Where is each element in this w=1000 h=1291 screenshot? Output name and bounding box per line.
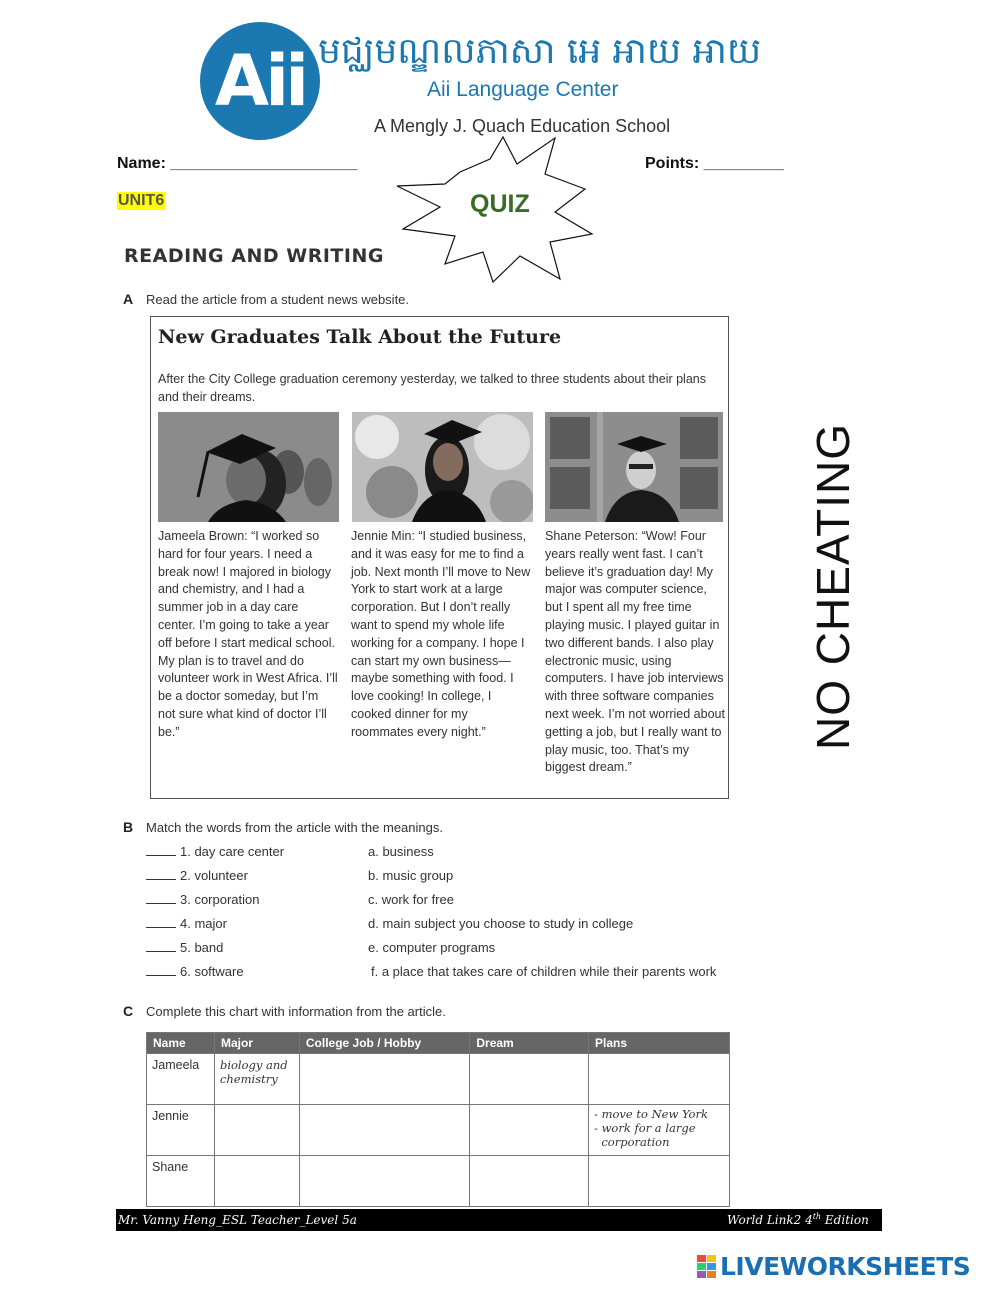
match-word-2[interactable]: 2. volunteer xyxy=(146,868,248,883)
footer-teacher: Mr. Vanny Heng_ESL Teacher_Level 5a xyxy=(118,1213,357,1227)
cell-plans[interactable]: - move to New York - work for a large corporation xyxy=(589,1105,730,1156)
school-name: A Mengly J. Quach Education School xyxy=(374,116,671,136)
liveworksheets-watermark: LIVEWORKSHEETS xyxy=(720,1252,971,1281)
table-row xyxy=(147,1105,730,1156)
answer-blank[interactable] xyxy=(146,941,176,952)
cell-plans[interactable] xyxy=(589,1156,730,1207)
cell-major[interactable]: biology and chemistry xyxy=(214,1054,299,1105)
section-c-instruction: Complete this chart with information from the article. xyxy=(146,1004,446,1019)
cell-dream[interactable] xyxy=(470,1156,589,1207)
answer-blank[interactable] xyxy=(146,893,176,904)
table-row xyxy=(147,1156,730,1207)
match-meaning-d: d. main subject you choose to study in college xyxy=(368,916,634,931)
col-header-plans: Plans xyxy=(589,1033,730,1054)
cell-job-hobby[interactable] xyxy=(299,1156,469,1207)
article-title: New Graduates Talk About the Future xyxy=(158,326,562,348)
match-word-5[interactable]: 5. band xyxy=(146,940,223,955)
table-row xyxy=(147,1054,730,1105)
match-meaning-c: c. work for free xyxy=(368,892,454,907)
section-b-instruction: Match the words from the article with the meanings. xyxy=(146,820,443,835)
section-c-letter: C xyxy=(123,1003,134,1019)
name-field[interactable]: Name: _____________________ xyxy=(117,155,358,172)
photo-jennie xyxy=(352,412,533,522)
article-intro: After the City College graduation ceremony yesterday, we talked to three students about their plans and their dreams. xyxy=(158,372,706,404)
answer-blank[interactable] xyxy=(146,845,176,856)
center-name: Aii Language Center xyxy=(427,78,619,101)
khmer-school-name: មជ្ឈមណ្ឌលភាសា អេ អាយ អាយ xyxy=(318,31,762,72)
match-word-1[interactable]: 1. day care center xyxy=(146,844,284,859)
match-meaning-a: a. business xyxy=(368,844,434,859)
article-column-jameela: Jameela Brown: “I worked so hard for four years. I need a break now! I majored in biology and chemistry, and I had a summer job in a day care center. I’m going to take a year off before I start medical school. My plan is to travel and do volunteer work in West Africa. I’ll be a doctor someday, but I’m not sure what kind of doctor I’ll be.” xyxy=(158,529,338,739)
cell-dream[interactable] xyxy=(470,1054,589,1105)
answer-blank[interactable] xyxy=(146,917,176,928)
col-header-dream: Dream xyxy=(470,1033,589,1054)
cell-major[interactable] xyxy=(214,1105,299,1156)
no-cheating-text: NO CHEATING xyxy=(807,422,859,750)
row-name: Jennie xyxy=(147,1105,215,1156)
cell-dream[interactable] xyxy=(470,1105,589,1156)
unit-label: UNIT6 xyxy=(118,192,165,209)
photo-shane xyxy=(545,412,723,522)
article-column-jennie: Jennie Min: “I studied business, and it was easy for me to find a job. Next month I’ll move to New York to start work at a large corporation. But I don’t really want to spend my whole life working for a company. I hope I can start my own business— maybe something with food. I love cooking! In college, I cooked dinner for my roommates every night.” xyxy=(351,529,531,739)
match-meaning-f: f. a place that takes care of children while their parents work xyxy=(371,964,717,979)
aii-logo: Aii xyxy=(200,22,320,140)
liveworksheets-logo-icon xyxy=(697,1255,717,1279)
match-word-6[interactable]: 6. software xyxy=(146,964,244,979)
section-title: READING AND WRITING xyxy=(124,245,384,267)
col-header-major: Major xyxy=(214,1033,299,1054)
match-word-4[interactable]: 4. major xyxy=(146,916,227,931)
info-chart xyxy=(146,1032,730,1207)
row-name: Shane xyxy=(147,1156,215,1207)
cell-plans[interactable] xyxy=(589,1054,730,1105)
chart-header-row xyxy=(147,1033,730,1054)
row-name: Jameela xyxy=(147,1054,215,1105)
footer-edition: World Link2 4th Edition xyxy=(727,1212,869,1227)
answer-blank[interactable] xyxy=(146,869,176,880)
points-field[interactable]: Points: _________ xyxy=(645,155,784,172)
article-column-shane: Shane Peterson: “Wow! Four years really went fast. I can’t believe it’s graduation day! My major was computer science, but I spent all my free time playing music. I played guitar in two different bands. I also play electronic music, using computers. I have job interviews with three software companies next week. I’m not worried about getting a job, but I really want to play music, too. That’s my biggest dream.” xyxy=(545,529,725,775)
match-meaning-b: b. music group xyxy=(368,868,454,883)
answer-blank[interactable] xyxy=(146,965,176,976)
cell-job-hobby[interactable] xyxy=(299,1054,469,1105)
col-header-name: Name xyxy=(147,1033,215,1054)
quiz-label: QUIZ xyxy=(470,190,530,218)
section-a-instruction: Read the article from a student news website. xyxy=(146,292,410,307)
col-header-job-hobby: College Job / Hobby xyxy=(299,1033,469,1054)
match-meaning-e: e. computer programs xyxy=(368,940,496,955)
cell-job-hobby[interactable] xyxy=(299,1105,469,1156)
cell-major[interactable] xyxy=(214,1156,299,1207)
photo-jameela xyxy=(158,412,339,522)
section-b-letter: B xyxy=(123,819,134,835)
match-word-3[interactable]: 3. corporation xyxy=(146,892,260,907)
section-a-letter: A xyxy=(123,291,134,307)
